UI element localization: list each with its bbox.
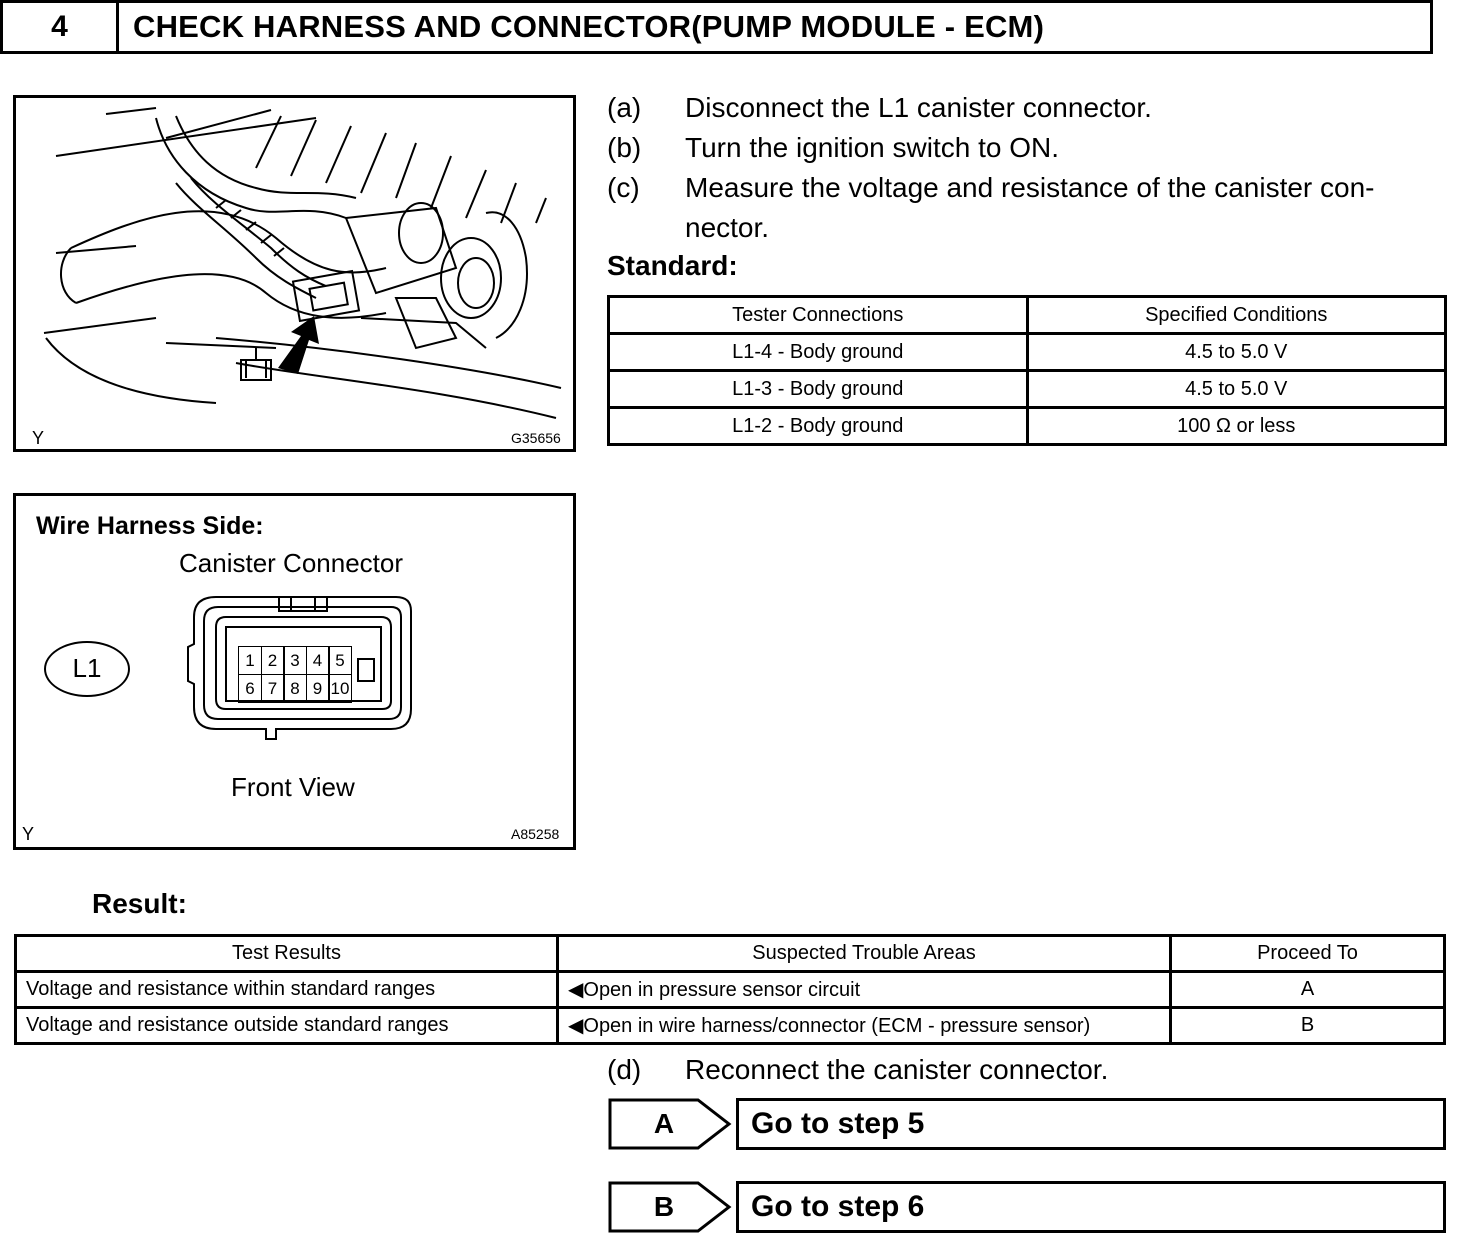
figure-connector-location (13, 95, 576, 452)
standard-header-row (609, 297, 1446, 334)
pin-8: 8 (283, 674, 307, 703)
result-heading: Result: (92, 888, 187, 919)
standard-cell: L1-4 - Body ground (609, 334, 1028, 371)
connector-id: L1 (72, 653, 102, 683)
instruction-d (607, 1050, 1452, 1090)
step-number: 4 (3, 3, 119, 51)
pin-10: 10 (328, 674, 352, 703)
instruction-d-text: Reconnect the canister connector. (685, 1054, 1109, 1085)
standard-heading: Standard: (607, 250, 738, 281)
result-cell: Voltage and resistance outside standard ranges (16, 1008, 558, 1044)
instruction-a-text: Disconnect the L1 canister connector. (685, 92, 1152, 123)
step-title: CHECK HARNESS AND CONNECTOR(PUMP MODULE - ECM) (133, 9, 1045, 44)
figure2-code: A85258 (511, 826, 560, 842)
pin-1: 1 (238, 646, 262, 675)
proceed-b-target: Go to step 6 (736, 1181, 1446, 1233)
instruction-b-label: (b) (607, 132, 642, 163)
result-table (14, 934, 1446, 1045)
standard-header-conditions: Specified Conditions (1027, 297, 1446, 334)
standard-cell: L1-3 - Body ground (609, 371, 1028, 408)
proceed-a (608, 1098, 1446, 1150)
pin-row-top (238, 646, 354, 675)
figure-connector-pinout (13, 493, 576, 850)
instruction-b (607, 128, 1452, 168)
standard-header-tester: Tester Connections (609, 297, 1028, 334)
pin-5: 5 (328, 646, 352, 675)
proceed-a-label: A (653, 1108, 675, 1139)
result-header-test-results: Test Results (16, 936, 558, 972)
result-header-row (16, 936, 1445, 972)
proceed-a-target: Go to step 5 (736, 1098, 1446, 1150)
result-cell: A (1171, 972, 1445, 1008)
engine-bay-illustration (16, 98, 573, 449)
figure1-code: G35656 (511, 430, 561, 446)
result-cell: ◀Open in pressure sensor circuit (558, 972, 1171, 1008)
instruction-a (607, 88, 1452, 128)
standard-cell: 100 Ω or less (1027, 408, 1446, 445)
instruction-b-text: Turn the ignition switch to ON. (685, 132, 1060, 163)
table-row (609, 408, 1446, 445)
result-cell: B (1171, 1008, 1445, 1044)
pin-6: 6 (238, 674, 262, 703)
result-header-trouble-areas: Suspected Trouble Areas (558, 936, 1171, 972)
proceed-b (608, 1181, 1446, 1233)
instruction-a-label: (a) (607, 92, 642, 123)
table-row (16, 1008, 1445, 1044)
instruction-c-text: Measure the voltage and resistance of the canister con- (685, 172, 1375, 203)
result-cell: ◀Open in wire harness/connector (ECM - pressure sensor) (558, 1008, 1171, 1044)
pin-grid (238, 646, 354, 702)
step-header (0, 0, 1433, 54)
pin-3: 3 (283, 646, 307, 675)
standard-table (607, 295, 1447, 446)
table-row (16, 972, 1445, 1008)
figure1-corner-mark: Y (32, 428, 45, 448)
canister-connector-label: Canister Connector (179, 548, 403, 578)
result-header-proceed: Proceed To (1171, 936, 1445, 972)
pin-9: 9 (306, 674, 330, 703)
figure2-corner-mark: Y (22, 824, 35, 844)
pin-7: 7 (261, 674, 285, 703)
proceed-b-label: B (653, 1191, 675, 1222)
standard-cell: 4.5 to 5.0 V (1027, 334, 1446, 371)
standard-cell: L1-2 - Body ground (609, 408, 1028, 445)
front-view-label: Front View (231, 772, 355, 802)
pin-2: 2 (261, 646, 285, 675)
instruction-c-text-continued: nector. (685, 212, 770, 243)
wire-harness-side-label: Wire Harness Side: (36, 512, 264, 540)
table-row (609, 334, 1446, 371)
instruction-c (607, 168, 1452, 248)
instruction-c-label: (c) (607, 172, 640, 203)
result-cell: Voltage and resistance within standard ranges (16, 972, 558, 1008)
pin-4: 4 (306, 646, 330, 675)
instruction-d-label: (d) (607, 1054, 642, 1085)
standard-cell: 4.5 to 5.0 V (1027, 371, 1446, 408)
table-row (609, 371, 1446, 408)
pin-row-bottom (238, 674, 354, 703)
